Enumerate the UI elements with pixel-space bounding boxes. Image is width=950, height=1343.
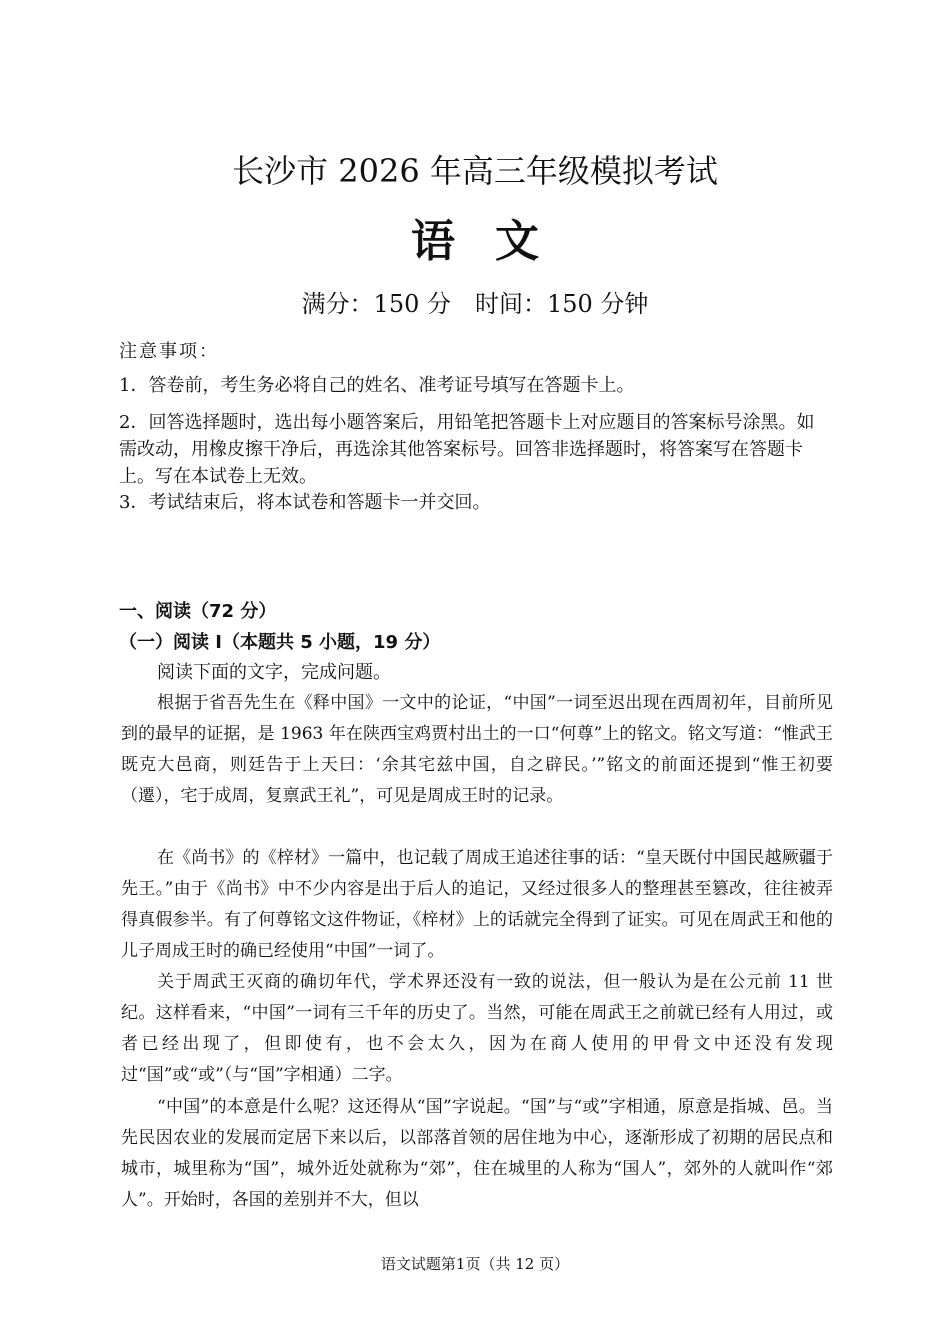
exam-title: 长沙市 2026 年高三年级模拟考试 [232,152,718,190]
notice-heading: 注意事项： [119,341,219,362]
reading-paragraph: “中国”的本意是什么呢？这还得从“国”字说起。“国”与“或”字相通，原意是指城、邑。当先民因农业的发展而定居下来以后，以部落首领的居住地为中心，逐渐形成了初期的居民点和城市，城里称为“国”，城外近处就称为“郊”，住在城里的人称为“国人”，郊外的人就叫作“郊人”。开始时，各国的差别并不大，但以 [121,1097,833,1210]
notice-item: 2．回答选择题时，选出每小题答案后，用铅笔把答题卡上对应题目的答案标号涂黑。如需改动，用橡皮擦干净后，再选涂其他答案标号。回答非选择题时，将答案写在答题卡上。写在本试卷上无效。 [119,412,815,487]
subsection-heading: （一）阅读 I（本题共 5 小题，19 分） [119,632,441,653]
reading-paragraph: 在《尚书》的《梓材》一篇中，也记载了周成王追述往事的话：“皇天既付中国民越厥疆于先王。”由于《尚书》中不少内容是出于后人的追记，又经过很多人的整理甚至篡改，往往被弄得真假参半。有了何尊铭文这件物证，《梓材》上的话就完全得到了证实。可见在周武王和他的儿子周成王时的确已经使用“中国”一词了。 [121,848,833,961]
reading-instruction: 阅读下面的文字，完成问题。 [157,662,391,683]
subject-title: 语文 [411,216,579,267]
reading-paragraph: 关于周武王灭商的确切年代，学术界还没有一致的说法，但一般认为是在公元前 11 世纪。这样看来，“中国”一词有三千年的历史了。当然，可能在周武王之前就已经有人用过，或者已经出现了，但即使有，也不会太久，因为在商人使用的甲骨文中还没有发现过“国”或“或”（与“国”字相通）二字。 [121,972,833,1085]
score-time-info: 满分：150 分 时间：150 分钟 [301,290,649,318]
reading-paragraph: 根据于省吾先生在《释中国》一文中的论证，“中国”一词至迟出现在西周初年，目前所见到的最早的证据，是 1963 年在陕西宝鸡贾村出土的一口“何尊”上的铭文。铭文写道：“惟武王既克大邑商，则廷告于上天曰：‘余其宅兹中国，自之辟民。’”铭文的前面还提到“惟王初要（遷），宅于成周，复禀武王礼”，可见是周成王时的记录。 [121,693,833,806]
notice-item: 1．答卷前，考生务必将自己的姓名、准考证号填写在答题卡上。 [119,375,635,396]
notice-item: 3．考试结束后，将本试卷和答题卡一并交回。 [119,492,491,513]
section-heading: 一、阅读（72 分） [119,601,277,622]
page-footer: 语文试题第1页（共 12 页） [380,1255,570,1273]
